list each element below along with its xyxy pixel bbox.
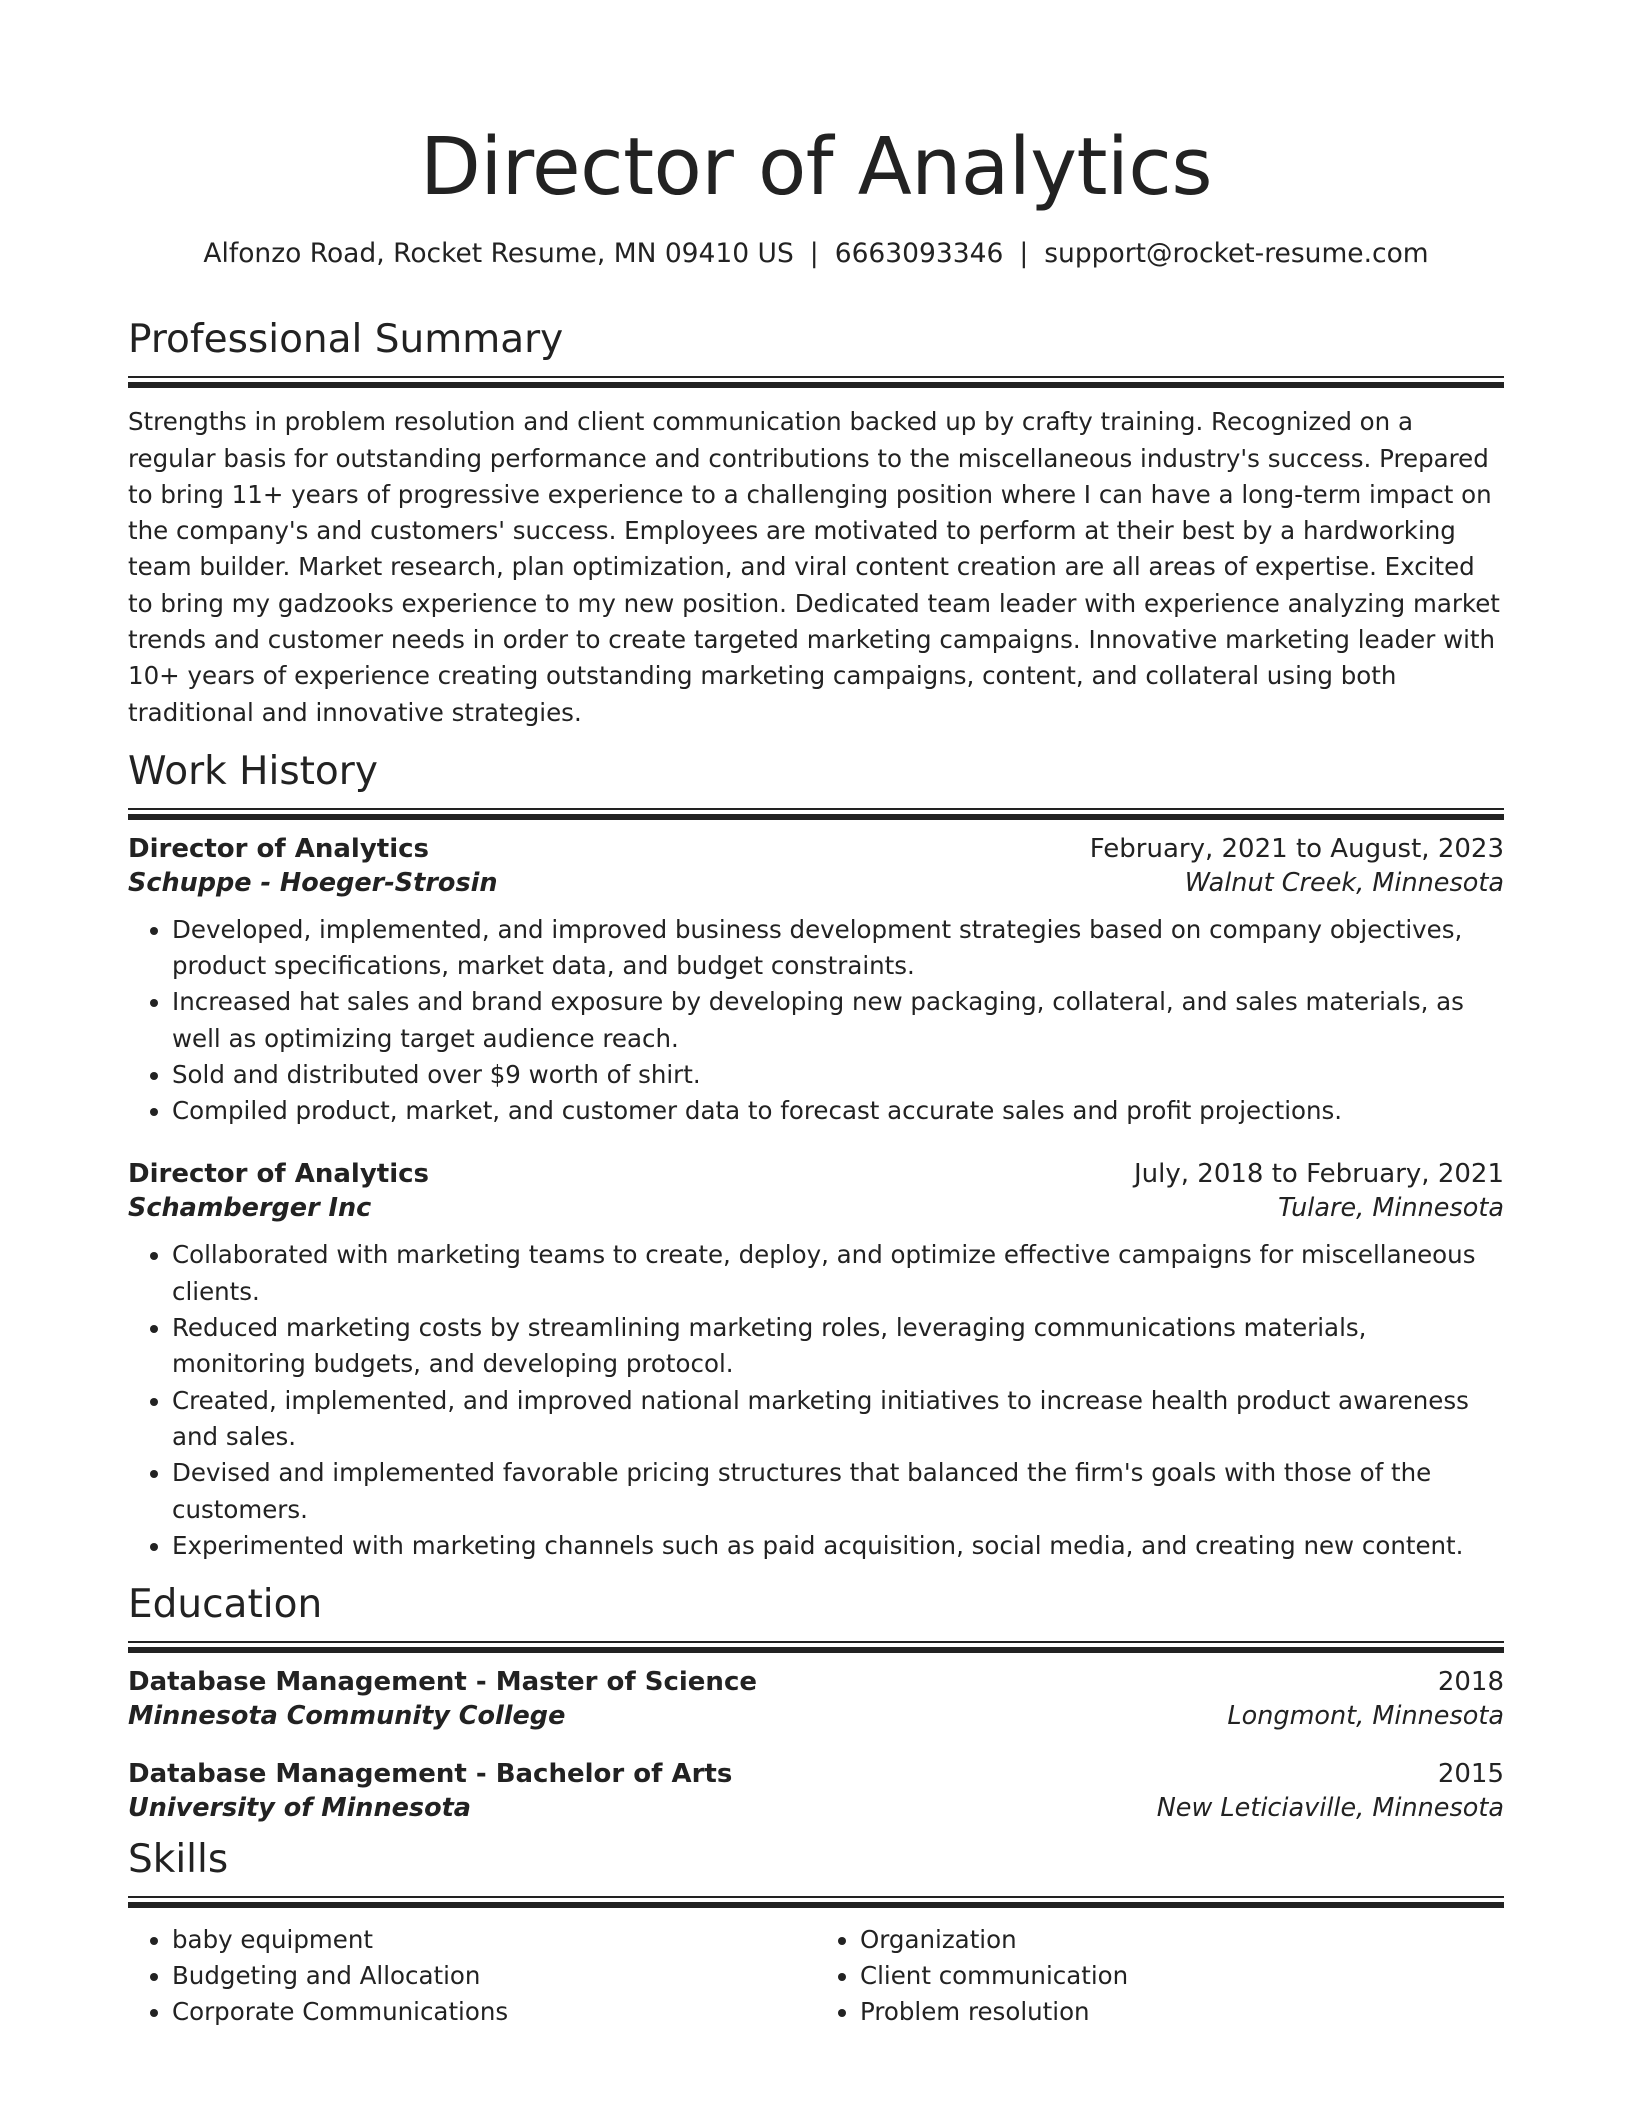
education-header-row (128, 1667, 1504, 1697)
job-location: Walnut Creek, Minnesota (1184, 867, 1504, 898)
skill-item: • Corporate Communications (172, 1994, 816, 2030)
skills-list-left (128, 1922, 816, 2031)
skills-list-right (816, 1922, 1504, 2031)
job-bullets (128, 912, 1504, 1130)
section-divider (128, 808, 1504, 820)
education-location: Longmont, Minnesota (1227, 1700, 1504, 1731)
skill-item: • Problem resolution (860, 1994, 1504, 2030)
education-location: New Leticiaville, Minnesota (1156, 1792, 1504, 1823)
list-item: • Experimented with marketing channels such as paid acquisition, social media, and creating new content. (172, 1528, 1504, 1564)
summary-text: Strengths in problem resolution and client communication backed up by crafty training. Recognized on a regular basis for outstanding performance and contributions to the miscellaneous industry's success. Prepared to bring 11+ years of progressive experience to a challenging position where I can have a long-term impact on the company's and customers' success. Employees are motivated to perform at their best by a hardworking team builder. Market research, plan optimization, and viral content creation are all areas of expertise. Excited to bring my gadzooks experience to my new position. Dedicated team leader with experience analyzing market trends and customer needs in order to create targeted marketing campaigns. Innovative marketing leader with 10+ years of experience creating outstanding marketing campaigns, content, and collateral using both traditional and innovative strategies. (128, 407, 1500, 727)
job-bullets (128, 1237, 1504, 1564)
contact-address: Alfonzo Road, Rocket Resume, MN 09410 US (203, 238, 794, 269)
education-entry (128, 1667, 1504, 1731)
section-divider (128, 1641, 1504, 1653)
job-dates: February, 2021 to August, 2023 (1089, 833, 1504, 864)
skills-columns (128, 1922, 1504, 2031)
education-entry (128, 1759, 1504, 1823)
job-title: Director of Analytics (128, 1159, 430, 1190)
list-item: • Compiled product, market, and customer data to forecast accurate sales and profit projections. (172, 1093, 1504, 1129)
job-dates: July, 2018 to February, 2021 (1134, 1159, 1504, 1190)
education-degree: Database Management - Master of Science (128, 1666, 757, 1697)
list-item: • Reduced marketing costs by streamlining marketing roles, leveraging communications materials, monitoring budgets, and developing protocol. (172, 1310, 1504, 1383)
contact-phone: 6663093346 (834, 238, 1004, 269)
summary-section (128, 317, 1504, 730)
education-degree: Database Management - Bachelor of Arts (128, 1758, 733, 1789)
education-header-row (128, 1759, 1504, 1789)
job-title: Director of Analytics (128, 833, 430, 864)
list-item: • Sold and distributed over $9 worth of shirt. (172, 1057, 1504, 1093)
job-header-row (128, 834, 1504, 864)
education-year: 2018 (1437, 1666, 1504, 1697)
section-heading-skills: Skills (128, 1836, 229, 1882)
education-year: 2015 (1437, 1758, 1504, 1789)
contact-separator: | (809, 238, 819, 269)
work-section (128, 749, 1504, 1564)
section-heading-summary: Professional Summary (128, 317, 564, 363)
section-heading-work: Work History (128, 748, 378, 794)
job-subheader-row (128, 1193, 1504, 1223)
contact-separator: | (1019, 238, 1029, 269)
job-company: Schamberger Inc (128, 1193, 372, 1224)
job-entry (128, 1159, 1504, 1564)
education-subheader-row (128, 1793, 1504, 1823)
contact-line (128, 237, 1504, 271)
skill-item: • baby equipment (172, 1922, 816, 1958)
skills-section (128, 1837, 1504, 2031)
skill-item: • Budgeting and Allocation (172, 1958, 816, 1994)
list-item: • Devised and implemented favorable pricing structures that balanced the firm's goals with those of the customers. (172, 1455, 1504, 1528)
contact-email: support@rocket-resume.com (1044, 238, 1429, 269)
skill-item: • Organization (860, 1922, 1504, 1958)
list-item: • Created, implemented, and improved national marketing initiatives to increase health product awareness and sales. (172, 1383, 1504, 1456)
education-section (128, 1582, 1504, 1823)
section-heading-education: Education (128, 1582, 323, 1628)
job-company: Schuppe - Hoeger-Strosin (128, 867, 498, 898)
list-item: • Increased hat sales and brand exposure by developing new packaging, collateral, and sales materials, as well as optimizing target audience reach. (172, 984, 1504, 1057)
job-location: Tulare, Minnesota (1278, 1193, 1504, 1224)
resume-title: Director of Analytics (420, 121, 1212, 213)
section-divider (128, 376, 1504, 388)
education-school: University of Minnesota (128, 1792, 472, 1823)
job-entry (128, 834, 1504, 1130)
job-header-row (128, 1159, 1504, 1189)
list-item: • Developed, implemented, and improved business development strategies based on company objectives, product specifications, market data, and budget constraints. (172, 912, 1504, 985)
section-divider (128, 1896, 1504, 1908)
skill-item: • Client communication (860, 1958, 1504, 1994)
job-subheader-row (128, 868, 1504, 898)
list-item: • Collaborated with marketing teams to create, deploy, and optimize effective campaigns for miscellaneous clients. (172, 1237, 1504, 1310)
education-school: Minnesota Community College (128, 1700, 566, 1731)
education-subheader-row (128, 1701, 1504, 1731)
